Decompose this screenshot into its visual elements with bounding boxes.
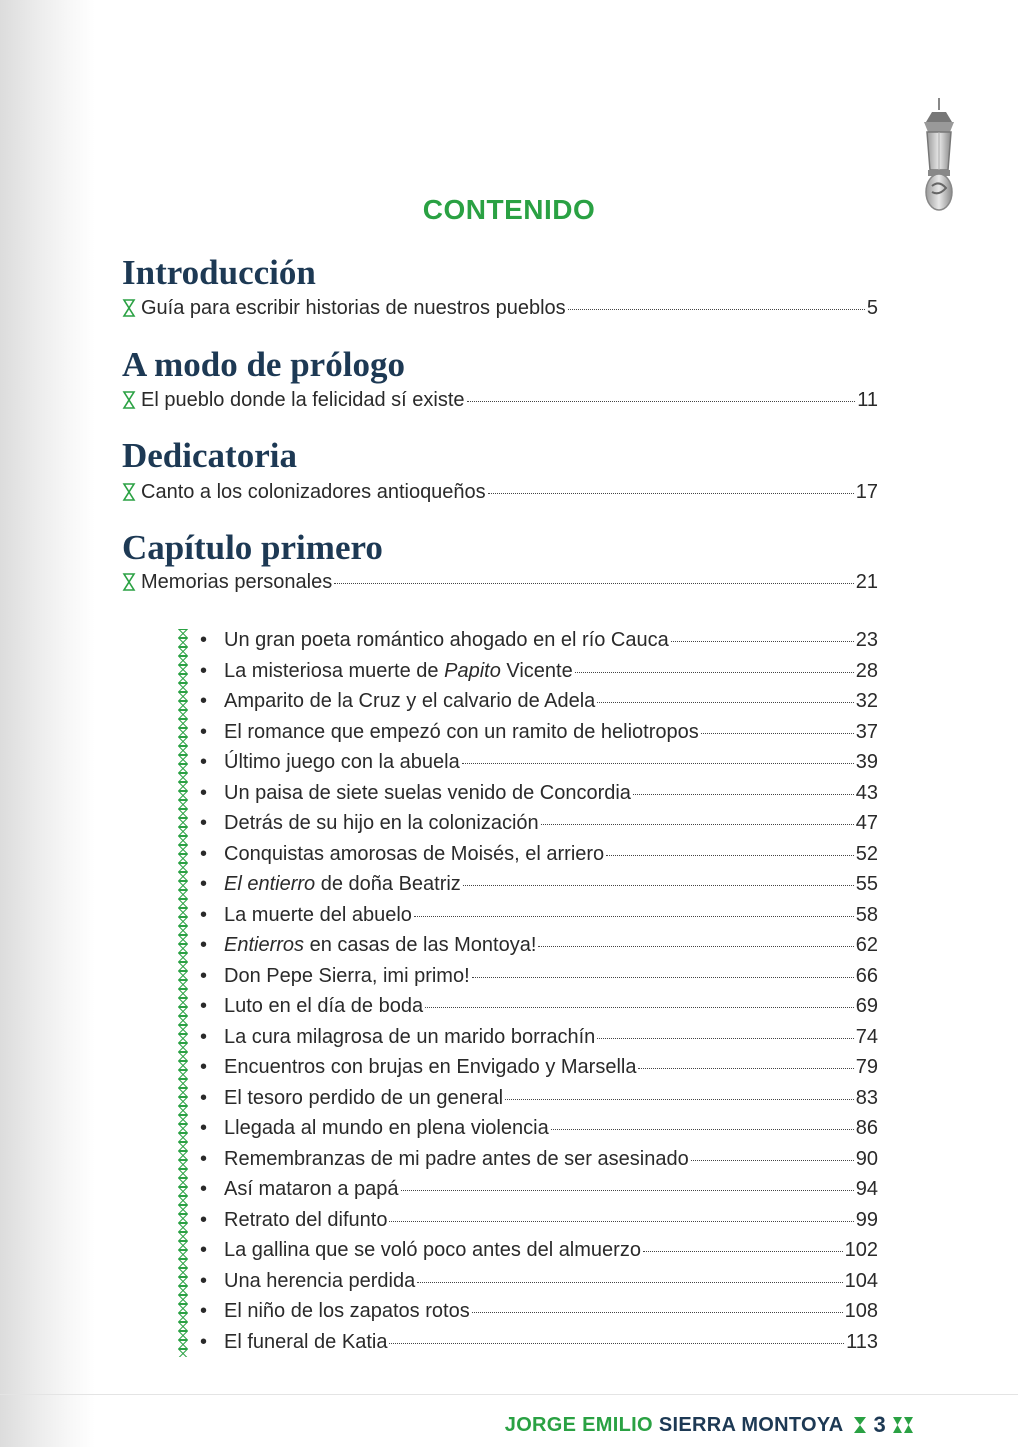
toc-subentry[interactable] [198,749,878,775]
hourglass-icon [122,573,136,591]
bullet: • [200,659,208,682]
dot-leader [541,824,854,825]
title-part: Luto en el día de boda [224,995,424,1017]
dot-leader [467,401,856,402]
toc-subentry[interactable] [198,780,878,806]
toc-subentry[interactable] [198,688,878,714]
toc-subentry[interactable] [198,1207,878,1233]
toc-subentry-title [224,932,536,958]
toc-subentry-page: 99 [855,1208,878,1231]
toc-subentry-title [224,627,669,653]
toc-subentry-page: 43 [855,781,878,804]
toc-entry-title: Memorias personales [141,571,333,593]
toc-subentry-title [224,1329,387,1355]
dot-leader [701,733,854,734]
toc-subentry[interactable] [198,1329,878,1355]
toc-entry-page: 5 [866,297,878,319]
section-heading-prologo: A modo de prólogo [122,345,405,384]
title-part: Retrato del difunto [224,1208,388,1231]
dot-leader [551,1129,854,1130]
bullet: • [200,1086,208,1109]
title-part: Vicente [500,659,573,682]
title-italic-part: Entierros [224,934,305,956]
toc-subentry-title [224,1085,503,1111]
toc-subentry[interactable] [198,932,878,958]
toc-subentry-page: 86 [855,1117,878,1139]
toc-subentry-page: 32 [855,690,878,712]
toc-entry-page: 21 [855,571,878,593]
dot-leader [597,1038,853,1039]
dot-leader [463,885,854,886]
hourglass-icon [122,391,136,409]
bullet: • [200,1147,208,1170]
toc-entry[interactable] [122,387,878,413]
toc-subentry[interactable] [198,963,878,989]
toc-subentry-title [224,1176,399,1202]
toc-subentry-page: 90 [855,1147,878,1170]
toc-subentry[interactable] [198,719,878,745]
title-part: Llegada al mundo en plena violencia [224,1117,549,1139]
bullet: • [200,751,208,773]
toc-entry-page: 17 [855,481,878,503]
toc-subentry-page: 83 [855,1086,878,1109]
bullet: • [200,1330,208,1353]
title-part: Así mataron a papá [224,1178,399,1200]
toc-subentry-page: 69 [855,995,878,1017]
title-italic-part: El entierro [224,873,316,895]
title-part: Encuentros con brujas en Envigado y Marsella [224,1056,637,1078]
dot-leader [538,946,853,947]
toc-subentry-page: 23 [855,629,878,651]
dot-leader [671,641,854,642]
toc-subentry-title [224,841,604,867]
toc-subentry[interactable] [198,1054,878,1080]
toc-subentry-page: 74 [855,1025,878,1048]
bullet: • [200,873,208,895]
toc-subentry[interactable] [198,627,878,653]
toc-subentry[interactable] [198,1176,878,1202]
toc-subentry-title [224,1054,636,1080]
toc-subentry[interactable] [198,1298,878,1324]
toc-subentry[interactable] [198,993,878,1019]
author-last-name: SIERRA MONTOYA [658,1413,844,1436]
toc-subentry-page: 66 [855,964,878,987]
toc-subentry-title [224,749,460,775]
toc-subentry-page: 37 [855,720,878,743]
double-hourglass-icon [892,1416,914,1434]
title-part: Un gran poeta romántico ahogado en el río Cauca [224,629,669,651]
title-part: Amparito de la Cruz y el calvario de Adela [224,690,596,712]
bullet: • [200,1269,208,1292]
title-part: El funeral de Katia [224,1330,388,1353]
toc-subentry[interactable] [198,658,878,684]
dot-leader [575,672,854,673]
toc-entry[interactable] [122,479,878,505]
title-part: Conquistas amorosas de Moisés, el arriero [224,842,605,865]
title-part: de doña Beatriz [315,873,461,895]
title-part: Don Pepe Sierra, imi primo! [224,964,470,987]
title-part: en casas de las Montoya! [304,934,537,956]
toc-subentry-page: 55 [855,873,878,895]
title-part: La muerte del abuelo [224,903,412,926]
toc-subentry-title [224,902,412,928]
author-first-name: JORGE EMILIO [504,1413,653,1436]
toc-subentry[interactable] [198,1085,878,1111]
toc-subentry[interactable] [198,1115,878,1141]
dot-leader [401,1190,854,1191]
title-part: El romance que empezó con un ramito de heliotropos [224,720,699,743]
dot-leader [643,1251,843,1252]
bullet: • [200,1208,208,1231]
bullet: • [200,690,208,712]
toc-subentry[interactable] [198,1268,878,1294]
title-part: El niño de los zapatos rotos [224,1300,470,1322]
bullet: • [200,629,208,651]
bullet: • [200,1117,208,1139]
dot-leader [334,583,854,584]
toc-subentry-page: 58 [855,903,878,926]
page-title: CONTENIDO [422,194,596,225]
dot-leader [691,1160,854,1161]
bullet: • [200,1056,208,1078]
toc-subentry-title [224,1115,549,1141]
title-part: Una herencia perdida [224,1269,416,1292]
dot-leader [597,702,853,703]
toc-subentry-title [224,1146,689,1172]
toc-subentry[interactable] [198,902,878,928]
dot-leader [633,794,854,795]
toc-subentry-page: 39 [855,751,878,773]
page-footer [505,1412,914,1438]
toc-subentry-page: 104 [844,1269,878,1292]
section-heading-introduccion: Introducción [122,253,316,292]
toc-subentry-title [224,688,595,714]
toc-subentry-page: 52 [855,842,878,865]
toc-subentry-title [224,993,423,1019]
bullet: • [200,934,208,956]
section-heading-dedicatoria: Dedicatoria [122,436,297,475]
dot-leader [505,1099,854,1100]
toc-subentry-title [224,1268,415,1294]
bullet: • [200,842,208,865]
title-part: La gallina que se voló poco antes del almuerzo [224,1239,641,1261]
title-part: Remembranzas de mi padre antes de ser asesinado [224,1147,689,1170]
toc-subentry[interactable] [198,1237,878,1263]
page-number: 3 [873,1412,886,1437]
toc-entry-title: Canto a los colonizadores antioqueños [141,481,486,503]
toc-entry-title: El pueblo donde la felicidad sí existe [141,389,465,411]
toc-subentry-page: 28 [855,659,878,682]
bullet: • [200,1300,208,1322]
toc-subentry-page: 62 [855,934,878,956]
hourglass-icon [122,299,136,317]
bullet: • [200,1025,208,1048]
toc-subentry-title [224,1237,641,1263]
title-part: La misteriosa muerte de [224,659,445,682]
hourglass-icon [853,1416,867,1434]
dot-leader [638,1068,853,1069]
toc-entry-title: Guía para escribir historias de nuestros pueblos [141,297,566,319]
title-italic-part: Papito [444,659,501,682]
toc-subentry[interactable] [198,810,878,836]
dot-leader [462,763,854,764]
toc-subentry-title [224,658,573,684]
hourglass-icon [122,483,136,501]
toc-subentry[interactable] [198,871,878,897]
toc-subentry-title [224,719,699,745]
toc-subentry-title [224,1207,387,1233]
dot-leader [417,1282,842,1283]
toc-subentry-page: 47 [855,812,878,834]
bullet: • [200,964,208,987]
dot-leader [488,493,854,494]
bullet: • [200,995,208,1017]
hourglass-chain-decoration [178,629,188,1357]
toc-subentry[interactable] [198,1146,878,1172]
toc-subentry-title [224,810,539,836]
dot-leader [414,916,854,917]
dot-leader [425,1007,854,1008]
toc-subentry[interactable] [198,841,878,867]
section-heading-capitulo-primero: Capítulo primero [122,528,383,567]
toc-subentry-title [224,871,461,897]
bullet: • [200,781,208,804]
toc-subentry-title [224,963,470,989]
title-part: La cura milagrosa de un marido borrachín [224,1025,596,1048]
toc-subentry-page: 102 [844,1239,878,1261]
dot-leader [389,1221,853,1222]
bullet: • [200,1239,208,1261]
dot-leader [389,1343,844,1344]
bullet: • [200,812,208,834]
dot-leader [472,977,854,978]
bullet: • [200,903,208,926]
title-part: Último juego con la abuela [224,751,460,773]
dot-leader [472,1312,843,1313]
toc-entry-page: 11 [857,389,878,411]
toc-subentry-title [224,780,631,806]
dot-leader [568,309,865,310]
title-part: El tesoro perdido de un general [224,1086,504,1109]
title-part: Un paisa de siete suelas venido de Concordia [224,781,631,804]
dot-leader [606,855,854,856]
bullet: • [200,1178,208,1200]
toc-entry[interactable] [122,569,878,595]
toc-subentry[interactable] [198,1024,878,1050]
toc-subentry-page: 108 [844,1300,878,1322]
footer-divider [0,1394,1018,1395]
toc-subentry-title [224,1024,595,1050]
toc-entry[interactable] [122,295,878,321]
toc-subentry-page: 94 [855,1178,878,1200]
bullet: • [200,720,208,743]
toc-subentry-page: 113 [846,1330,878,1353]
title-part: Detrás de su hijo en la colonización [224,812,539,834]
toc-subentry-title [224,1298,470,1324]
toc-subentry-page: 79 [855,1056,878,1078]
